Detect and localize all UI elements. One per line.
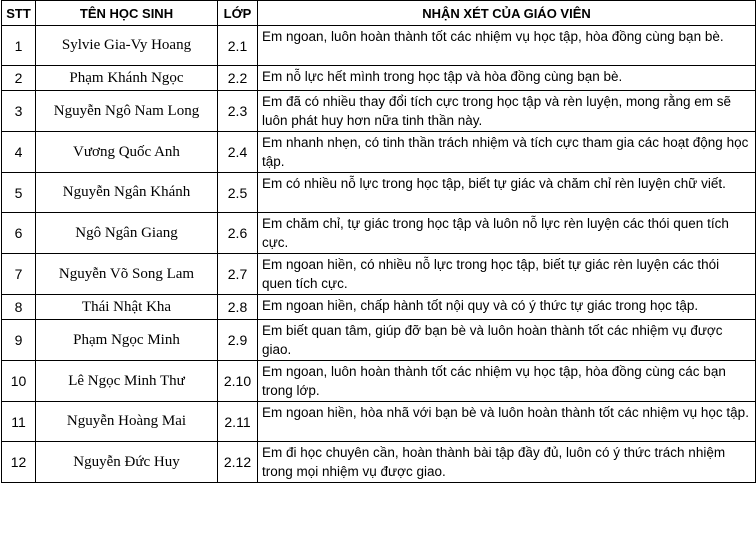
cell-teacher-comment: Em ngoan, luôn hoàn thành tốt các nhiệm vụ học tập, hòa đồng cùng bạn bè. [258, 26, 756, 66]
cell-teacher-comment: Em chăm chỉ, tự giác trong học tập và luôn nỗ lực rèn luyện các thói quen tích cực. [258, 213, 756, 254]
cell-class: 2.6 [218, 213, 258, 254]
cell-student-name: Sylvie Gia-Vy Hoang [36, 26, 218, 66]
cell-stt: 10 [2, 361, 36, 402]
cell-teacher-comment: Em có nhiều nỗ lực trong học tập, biết tự giác và chăm chỉ rèn luyện chữ viết. [258, 173, 756, 213]
header-name: TÊN HỌC SINH [36, 1, 218, 26]
table-row [2, 442, 756, 483]
cell-teacher-comment: Em nỗ lực hết mình trong học tập và hòa đồng cùng bạn bè. [258, 66, 756, 91]
header-comment: NHẬN XÉT CỦA GIÁO VIÊN [258, 1, 756, 26]
cell-teacher-comment: Em biết quan tâm, giúp đỡ bạn bè và luôn hoàn thành tốt các nhiệm vụ được giao. [258, 320, 756, 361]
cell-class: 2.10 [218, 361, 258, 402]
cell-class: 2.11 [218, 402, 258, 442]
cell-teacher-comment: Em ngoan hiền, hòa nhã với bạn bè và luôn hoàn thành tốt các nhiệm vụ học tập. [258, 402, 756, 442]
cell-class: 2.3 [218, 91, 258, 132]
cell-student-name: Nguyễn Ngân Khánh [36, 173, 218, 213]
cell-stt: 12 [2, 442, 36, 483]
cell-class: 2.8 [218, 295, 258, 320]
table-row [2, 402, 756, 442]
student-comments-table [1, 0, 756, 483]
cell-class: 2.5 [218, 173, 258, 213]
cell-stt: 1 [2, 26, 36, 66]
cell-student-name: Nguyễn Đức Huy [36, 442, 218, 483]
table-row [2, 26, 756, 66]
table-row [2, 213, 756, 254]
cell-student-name: Nguyễn Ngô Nam Long [36, 91, 218, 132]
cell-class: 2.2 [218, 66, 258, 91]
table-body [2, 26, 756, 483]
table-row [2, 173, 756, 213]
header-row [2, 1, 756, 26]
cell-student-name: Ngô Ngân Giang [36, 213, 218, 254]
cell-stt: 8 [2, 295, 36, 320]
table-row [2, 320, 756, 361]
cell-student-name: Thái Nhật Kha [36, 295, 218, 320]
table-row [2, 361, 756, 402]
cell-teacher-comment: Em đã có nhiều thay đổi tích cực trong học tập và rèn luyện, mong rằng em sẽ luôn phát huy hơn nữa tinh thần này. [258, 91, 756, 132]
table-row [2, 254, 756, 295]
cell-student-name: Nguyễn Hoàng Mai [36, 402, 218, 442]
cell-student-name: Phạm Khánh Ngọc [36, 66, 218, 91]
table-row [2, 66, 756, 91]
cell-stt: 11 [2, 402, 36, 442]
cell-class: 2.7 [218, 254, 258, 295]
cell-student-name: Lê Ngọc Minh Thư [36, 361, 218, 402]
cell-student-name: Vương Quốc Anh [36, 132, 218, 173]
cell-student-name: Phạm Ngọc Minh [36, 320, 218, 361]
cell-teacher-comment: Em ngoan hiền, có nhiều nỗ lực trong học tập, biết tự giác rèn luyện các thói quen tích cực. [258, 254, 756, 295]
cell-stt: 3 [2, 91, 36, 132]
cell-teacher-comment: Em nhanh nhẹn, có tinh thần trách nhiệm và tích cực tham gia các hoạt động học tập. [258, 132, 756, 173]
cell-teacher-comment: Em đi học chuyên cần, hoàn thành bài tập đầy đủ, luôn có ý thức trách nhiệm trong mọi nhiệm vụ được giao. [258, 442, 756, 483]
cell-student-name: Nguyễn Võ Song Lam [36, 254, 218, 295]
cell-class: 2.4 [218, 132, 258, 173]
table-row [2, 91, 756, 132]
cell-stt: 4 [2, 132, 36, 173]
cell-stt: 7 [2, 254, 36, 295]
header-stt: STT [2, 1, 36, 26]
cell-class: 2.9 [218, 320, 258, 361]
cell-class: 2.12 [218, 442, 258, 483]
cell-teacher-comment: Em ngoan hiền, chấp hành tốt nội quy và có ý thức tự giác trong học tập. [258, 295, 756, 320]
cell-class: 2.1 [218, 26, 258, 66]
cell-stt: 6 [2, 213, 36, 254]
table-row [2, 295, 756, 320]
cell-stt: 5 [2, 173, 36, 213]
cell-stt: 2 [2, 66, 36, 91]
cell-teacher-comment: Em ngoan, luôn hoàn thành tốt các nhiệm vụ học tập, hòa đồng cùng các bạn trong lớp. [258, 361, 756, 402]
header-class: LỚP [218, 1, 258, 26]
table-row [2, 132, 756, 173]
cell-stt: 9 [2, 320, 36, 361]
